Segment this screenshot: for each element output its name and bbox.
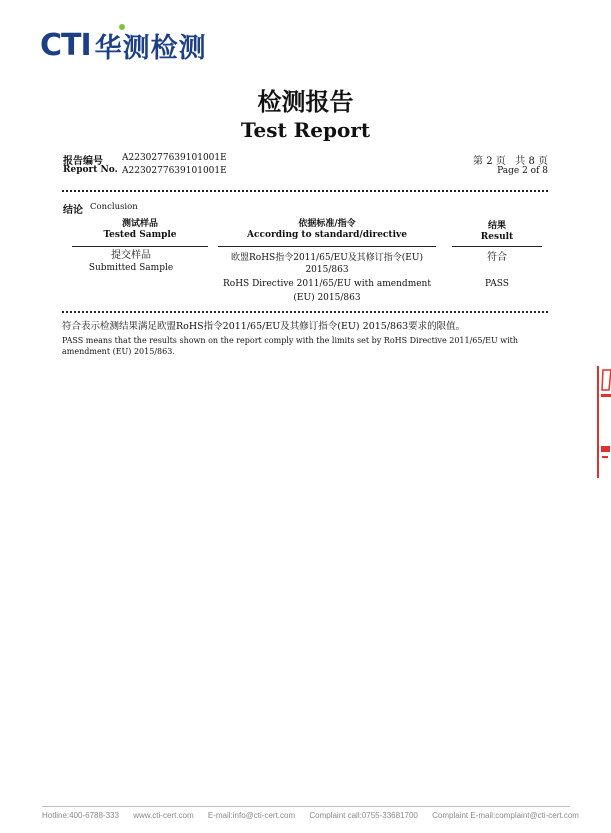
standard-cn-line1: 欧盟RoHS指令2011/65/EU及其修订指令(EU) [231, 253, 423, 263]
footer-hotline: Hotline:400-6788-333 [42, 811, 119, 820]
company-logo [40, 26, 207, 65]
header-standard-en: According to standard/directive [247, 230, 407, 240]
result-cn: 符合 [487, 252, 507, 263]
header-tested-sample-cn: 测试样品 [121, 219, 158, 229]
header-underline-2 [218, 246, 436, 247]
standard-en-line1: RoHS Directive 2011/65/EU with amendment [223, 279, 431, 289]
note-cn: 符合表示检测结果满足欧盟RoHS指令2011/65/EU及其修订指令(EU) 2015/863要求的限值。 [62, 321, 466, 332]
header-result-en: Result [480, 232, 514, 242]
seal-fragment-graphic [599, 366, 611, 478]
footer-complaint-call: Complaint call:0755-33681700 [309, 811, 418, 820]
note-en-line1: PASS means that the results shown on the report comply with the limits set by RoHS Directive 2011/65/EU with [62, 336, 519, 345]
logo-brand: CTI [40, 28, 91, 63]
page-title-en: Test Report [240, 118, 371, 142]
page-title-cn: 检测报告 [257, 88, 354, 116]
header-underline-1 [72, 246, 208, 247]
footer-website[interactable]: www.cti-cert.com [133, 811, 194, 820]
table-row-result [452, 252, 542, 290]
logo-green-dot [119, 24, 125, 30]
page-number-cn: 第 2 页 共 8 页 [473, 156, 548, 167]
result-en: PASS [485, 279, 509, 289]
page-number-en: Page 2 of 8 [497, 166, 548, 176]
sample-cn: 提交样品 [111, 250, 151, 261]
footer-email[interactable]: E-mail:info@cti-cert.com [207, 811, 296, 820]
report-no-label-en: Report No. [63, 165, 118, 175]
report-no-value-2: A2230277639101001E [122, 166, 227, 176]
header-standard [218, 219, 436, 241]
footer [42, 811, 582, 820]
divider-bottom [62, 311, 548, 315]
divider-top [62, 190, 548, 194]
table-row-sample [72, 250, 190, 274]
header-tested-sample [72, 219, 208, 241]
sample-en: Submitted Sample [88, 263, 174, 273]
header-standard-cn: 依据标准/指令 [298, 219, 356, 229]
conclusion-label-en: Conclusion [90, 202, 138, 212]
footer-complaint-email[interactable]: Complaint E-mail:complaint@cti-cert.com [432, 811, 579, 820]
report-no-label-cn: 报告编号 [63, 156, 103, 167]
footer-divider [42, 806, 570, 807]
standard-cn-line2: 2015/863 [305, 265, 349, 275]
header-result-cn: 结果 [487, 221, 506, 231]
logo-cn-name: 华测检测 [94, 33, 207, 64]
note-en-line2: amendment (EU) 2015/863. [62, 347, 175, 356]
header-tested-sample-en: Tested Sample [103, 230, 177, 240]
table-row-standard [218, 252, 436, 304]
standard-en-line2: (EU) 2015/863 [293, 293, 361, 303]
report-no-value-1: A2230277639101001E [122, 153, 227, 163]
seal-fragment [597, 366, 611, 478]
conclusion-label-cn: 结论 [63, 205, 83, 216]
header-underline-3 [452, 246, 542, 247]
header-result [452, 221, 542, 243]
